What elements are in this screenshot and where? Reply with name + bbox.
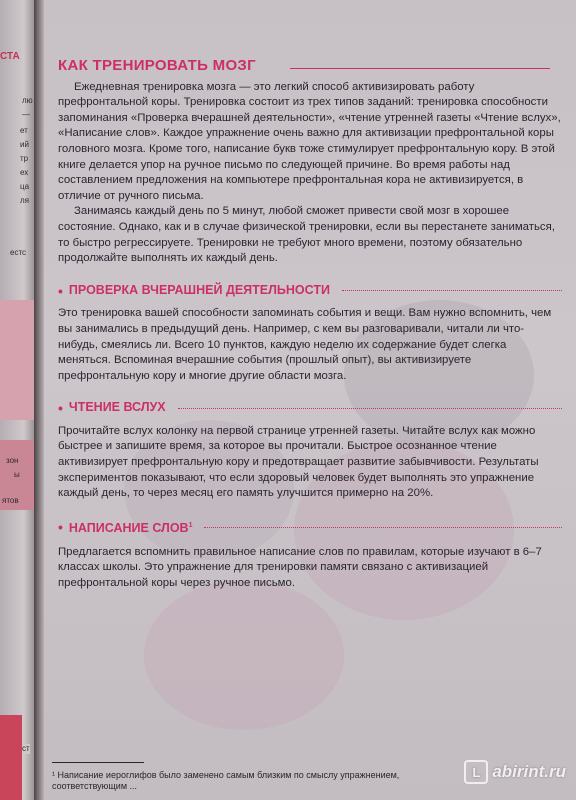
section-heading-text: ЧТЕНИЕ ВСЛУХ: [68, 400, 166, 415]
left-page-fragment: ы: [14, 470, 20, 479]
section-paragraph: Предлагается вспомнить правильное написание слов по правилам, которые изучают в 6–7 классах школы. Это упражнение для тренировки памяти связано с активизацией префронтальной коры через ручное письмо.: [58, 545, 542, 589]
labirint-logo-icon: L: [464, 760, 488, 784]
left-page-fragment: ца: [20, 182, 30, 191]
left-page-fragment: ех: [20, 168, 29, 177]
section-rule: [204, 527, 562, 528]
left-page-red-bar: [0, 715, 22, 800]
left-page-fragment: ля: [20, 196, 29, 205]
left-page-fragment: естс: [10, 248, 27, 257]
section-rule: [342, 290, 562, 291]
bullet-icon: •: [58, 400, 63, 417]
left-page-fragment: зон: [6, 456, 19, 465]
title-rule: [290, 68, 550, 69]
left-page-fragment: ятов: [2, 496, 19, 505]
left-page-fragment: тр: [20, 154, 29, 163]
footnote-mark: 1: [188, 521, 193, 529]
intro-paragraph: Занимаясь каждый день по 5 минут, любой сможет привести свой мозг в хорошее состояние. Однако, как и в случае физической тренировки, если вы перестанете заниматься, то быстро регрессируете. Тренировки не требуют много времени, поэтому обязательно продолжайте выполнять их каждый день.: [58, 205, 555, 265]
section-paragraph: Это тренировка вашей способности запоминать события и вещи. Вам нужно вспомнить, чем вы занимались в предыдущий день. Например, с кем вы разговаривали, читали ли что-нибудь, смеялись ли. Всего 10 пунктов, каждую неделю их содержание будет слегка меняться. Вспоминая вчерашние события (прошлый опыт), вы активизируете префронтальную кору и многие другие области мозга.: [58, 307, 552, 382]
section-heading-text: НАПИСАНИЕ СЛОВ$^1$: [68, 521, 193, 535]
footnote: ¹ Написание иероглифов было заменено самым близким по смыслу упражнением, соответствующим ...: [52, 770, 400, 791]
left-page-fragment: лю: [22, 96, 33, 105]
section-paragraph: Прочитайте вслух колонку на первой странице утренней газеты. Читайте вслух как можно быстрее и запишите время, за которое вы прочитали. Быстрое осознанное чтение активизирует префронтальную кору и предотвращает развитие забывчивости. Результаты экспериментов показывают, что если здоровый человек будет выполнять это упражнение каждый день, то через месяц его память улучшится примерно на 20%.: [58, 424, 539, 500]
left-page-fragment: ет: [20, 126, 28, 135]
section-heading: [58, 283, 562, 299]
intro-paragraph: Ежедневная тренировка мозга — это легкий способ активизировать работу префронтальной коры. Тренировка состоит из трех типов заданий: тренировка способности запоминания «Проверка вчерашней деятельности», «чтение утренней газеты «Чтение вслух», «Написание слов». Каждое упражнение очень важно для активизации префронтальной коры головного мозга. Кроме того, написание букв тоже стимулирует префронтальную кору. В этой книге делается упор на ручное письмо по следующей причине. Во время работы над составлением предложения на компьютере префронтальная кора не активизируется, в отличие от ручного письма.: [58, 80, 561, 202]
section-heading: [58, 400, 562, 416]
book-page: [44, 0, 576, 800]
left-page-fragment: СТА: [0, 51, 20, 62]
bullet-icon: •: [58, 519, 63, 536]
bullet-icon: •: [58, 282, 63, 299]
section-heading: [58, 518, 562, 537]
left-page-edge: [0, 0, 34, 800]
watermark-text: abirint.ru: [492, 762, 566, 781]
left-page-fragment: ий: [20, 140, 29, 149]
page-content: [58, 58, 562, 591]
page-title: КАК ТРЕНИРОВАТЬ МОЗГ: [58, 57, 256, 74]
section-heading-text: ПРОВЕРКА ВЧЕРАШНЕЙ ДЕЯТЕЛЬНОСТИ: [68, 282, 330, 297]
left-page-fragment: —: [22, 110, 30, 119]
section-rule: [178, 408, 562, 409]
watermark: [464, 760, 566, 784]
footnote-divider: [52, 762, 144, 763]
left-page-pink-block: [0, 300, 34, 420]
left-page-fragment: ст: [22, 744, 30, 753]
book-spine: [34, 0, 44, 800]
faded-illustration: [144, 580, 344, 730]
